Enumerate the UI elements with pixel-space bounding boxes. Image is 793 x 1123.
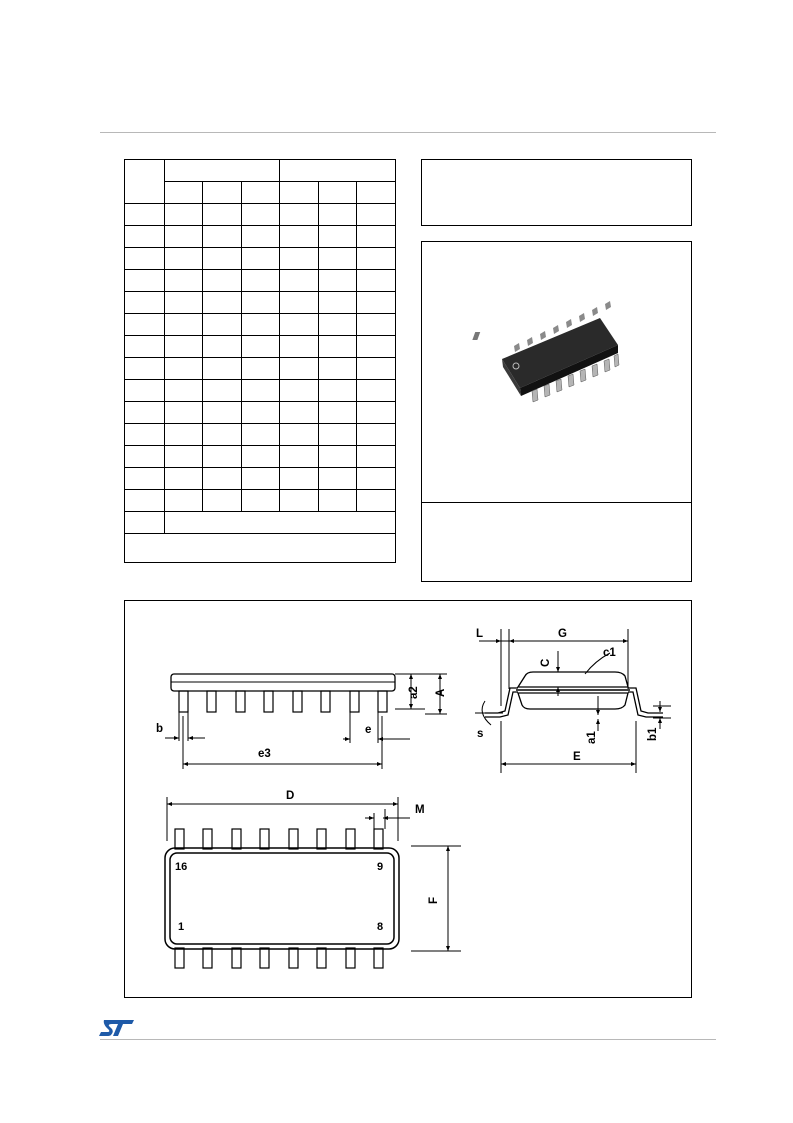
label-a2: a2 — [408, 686, 420, 699]
package-photo-box — [421, 241, 692, 582]
table-row — [125, 512, 396, 534]
table-row — [125, 292, 396, 314]
table-row — [125, 446, 396, 468]
label-c1: c1 — [603, 647, 616, 659]
label-s: s — [477, 728, 484, 740]
label-M: M — [415, 804, 425, 816]
side-view — [165, 674, 447, 769]
dimensions-table — [124, 159, 396, 563]
label-b: b — [156, 723, 164, 735]
table-note-row — [125, 534, 396, 563]
table-row — [125, 336, 396, 358]
table-row — [125, 468, 396, 490]
so16-package-image — [422, 242, 691, 502]
package-outline-drawing — [124, 600, 692, 998]
table-header-cell — [125, 160, 165, 204]
header-rule — [100, 132, 716, 133]
label-L: L — [476, 628, 484, 640]
table-header-inch — [280, 160, 396, 182]
table-row — [125, 204, 396, 226]
label-E: E — [573, 751, 581, 763]
label-D: D — [286, 790, 295, 802]
label-A: A — [435, 688, 447, 697]
table-row — [125, 226, 396, 248]
table-header-mm — [165, 160, 280, 182]
label-e: e — [365, 724, 372, 736]
footer-rule — [100, 1039, 716, 1040]
table-row — [125, 490, 396, 512]
table-row — [125, 402, 396, 424]
title-box — [421, 159, 692, 226]
pin-16-label: 16 — [175, 861, 188, 873]
top-view — [165, 797, 461, 968]
table-row — [125, 248, 396, 270]
pin-8-label: 8 — [377, 921, 384, 933]
label-C: C — [540, 658, 552, 667]
st-logo — [98, 1018, 138, 1038]
table-row — [125, 314, 396, 336]
table-row — [125, 358, 396, 380]
pin-1-label: 1 — [178, 921, 185, 933]
label-e3: e3 — [258, 748, 271, 760]
label-G: G — [558, 628, 567, 640]
table-row — [125, 270, 396, 292]
mechanical-drawing-svg — [125, 601, 691, 997]
photo-caption-divider — [422, 502, 691, 503]
table-row — [125, 380, 396, 402]
table-row — [125, 424, 396, 446]
label-F: F — [428, 896, 440, 904]
label-b1: b1 — [647, 727, 659, 741]
chip-rear-pins — [472, 332, 480, 340]
pin-9-label: 9 — [377, 861, 384, 873]
label-a1: a1 — [586, 731, 598, 744]
